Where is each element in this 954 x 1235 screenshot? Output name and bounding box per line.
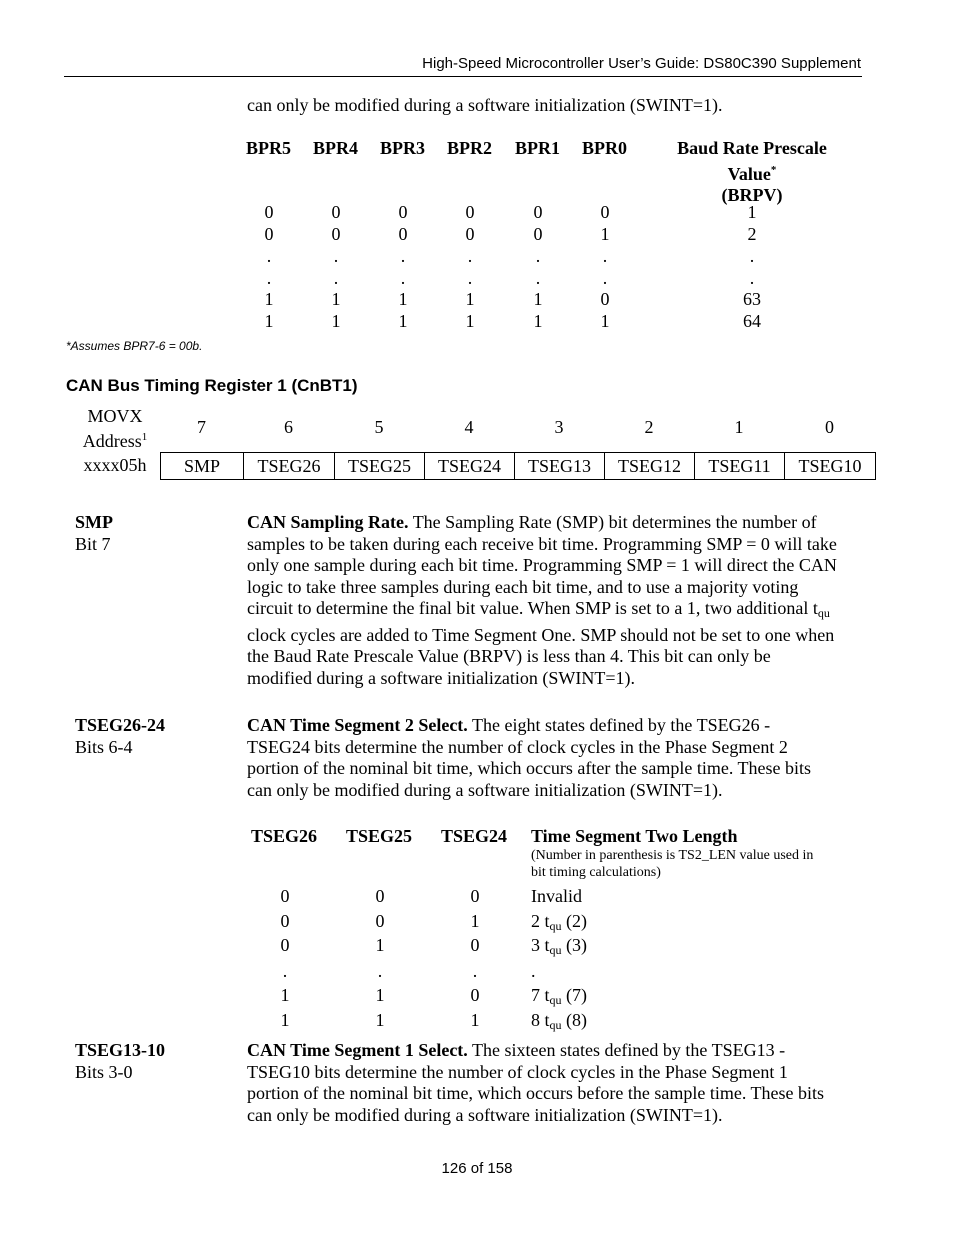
tseg1-field-bits: Bits 3-0 bbox=[75, 1062, 133, 1082]
smp-desc-line-4: circuit to determine the final bit value. When SMP is set to a 1, two additional $t_{qu}$ bbox=[247, 598, 830, 620]
brpv-cell: 1 bbox=[747, 202, 757, 222]
bpr-cell: 0 bbox=[533, 202, 543, 222]
tseg2-description bbox=[247, 715, 867, 801]
bpr-cell: . bbox=[467, 268, 473, 288]
bpr-cell: . bbox=[333, 246, 339, 266]
intro-line: can only be modified during a software initialization (SWINT=1). bbox=[247, 95, 723, 115]
bpr-cell: 1 bbox=[600, 311, 610, 331]
bpr-cell: 1 bbox=[264, 311, 274, 331]
brpv-cell: . bbox=[749, 268, 755, 288]
page-number: 126 of 158 bbox=[441, 1160, 513, 1177]
register-bit-number: 6 bbox=[284, 417, 293, 437]
smp-desc-line-1: samples to be taken during each receive bit time. Programming SMP = 0 will take bbox=[247, 533, 837, 554]
bpr-cell: . bbox=[467, 246, 473, 266]
tseg2-length-cell: Invalid bbox=[531, 886, 582, 906]
tseg2-bit-cell: 1 bbox=[375, 1010, 385, 1030]
bpr-cell: 1 bbox=[600, 224, 610, 244]
tseg2-length-cell: 8 $t_{qu}$ (8) bbox=[531, 1010, 588, 1032]
register-bit-name: TSEG12 bbox=[604, 452, 695, 480]
tseg2-header-tseg25: TSEG25 bbox=[346, 826, 413, 846]
bpr-header-bpr5: BPR5 bbox=[246, 138, 291, 158]
bpr-cell: 1 bbox=[398, 311, 408, 331]
tseg2-bit-cell: 0 bbox=[470, 985, 480, 1005]
bpr-cell: 1 bbox=[331, 289, 341, 309]
smp-desc-line-0: CAN Sampling Rate. The Sampling Rate (SMP) bit determines the number of bbox=[247, 512, 817, 532]
bpr-value-header-line1: Baud Rate Prescale bbox=[677, 138, 827, 158]
tseg2-value-note bbox=[531, 847, 813, 881]
bpr-cell: 0 bbox=[331, 224, 341, 244]
smp-desc-line-3: logic to take three samples during each bit time, and to use a majority voting bbox=[247, 576, 799, 597]
tseg2-desc-line-2: portion of the nominal bit time, which occurs after the sample time. These bits bbox=[247, 758, 812, 778]
tseg1-desc-line-3: can only be modified during a software initialization (SWINT=1). bbox=[247, 1104, 723, 1125]
smp-field-bits: Bit 7 bbox=[75, 534, 111, 554]
tseg2-field-name: TSEG26-24 bbox=[75, 715, 166, 735]
section-title: CAN Bus Timing Register 1 (CnBT1) bbox=[66, 376, 358, 395]
tseg2-field-bits: Bits 6-4 bbox=[75, 737, 133, 757]
register-bit-name: TSEG13 bbox=[514, 452, 605, 480]
bpr-cell: 1 bbox=[398, 289, 408, 309]
tseg2-bit-cell: 0 bbox=[280, 911, 290, 931]
bpr-header-bpr4: BPR4 bbox=[313, 138, 358, 158]
tseg2-length-cell: 3 $t_{qu}$ (3) bbox=[531, 935, 588, 957]
bpr-cell: 0 bbox=[465, 202, 475, 222]
bpr-cell: 0 bbox=[600, 289, 610, 309]
tseg2-bit-cell: 0 bbox=[280, 935, 290, 955]
tseg2-value-header: Time Segment Two Length bbox=[531, 826, 738, 846]
tseg2-bit-cell: 0 bbox=[470, 886, 480, 906]
register-bit-name: TSEG24 bbox=[424, 452, 515, 480]
table-footnote: *Assumes BPR7-6 = 00b. bbox=[66, 339, 203, 353]
header-divider bbox=[64, 76, 862, 77]
tseg2-bit-cell: 1 bbox=[470, 911, 480, 931]
tseg2-length-cell: 2 $t_{qu}$ (2) bbox=[531, 911, 588, 933]
tseg2-bit-cell: . bbox=[472, 961, 478, 981]
bpr-cell: . bbox=[266, 268, 272, 288]
bpr-cell: 0 bbox=[398, 224, 408, 244]
tseg2-bit-cell: . bbox=[282, 961, 288, 981]
register-bit-name: TSEG25 bbox=[334, 452, 425, 480]
bpr-cell: 0 bbox=[331, 202, 341, 222]
bpr-cell: . bbox=[535, 268, 541, 288]
bpr-value-header-line3: (BRPV) bbox=[721, 185, 783, 205]
tseg2-desc-line-3: can only be modified during a software initialization (SWINT=1). bbox=[247, 779, 723, 800]
tseg2-bit-cell: 0 bbox=[280, 886, 290, 906]
movx-label-line1: MOVX bbox=[87, 406, 143, 426]
brpv-cell: 64 bbox=[743, 311, 761, 331]
bpr-cell: 0 bbox=[465, 224, 475, 244]
tseg2-value-note-line2: bit timing calculations) bbox=[531, 865, 661, 880]
bpr-cell: 0 bbox=[600, 202, 610, 222]
tseg2-header-tseg26: TSEG26 bbox=[251, 826, 318, 846]
tseg2-desc-line-1: TSEG24 bits determine the number of clock cycles in the Phase Segment 2 bbox=[247, 736, 788, 757]
bpr-header-bpr1: BPR1 bbox=[515, 138, 560, 158]
bpr-cell: 1 bbox=[331, 311, 341, 331]
bpr-cell: 1 bbox=[533, 289, 543, 309]
bpr-cell: 0 bbox=[264, 202, 274, 222]
bpr-cell: 1 bbox=[264, 289, 274, 309]
bpr-cell: . bbox=[266, 246, 272, 266]
page-header-title: High-Speed Microcontroller User’s Guide: DS80C390 Supplement bbox=[422, 55, 861, 72]
bpr-header-bpr3: BPR3 bbox=[380, 138, 425, 158]
movx-address-label bbox=[70, 406, 160, 452]
smp-desc-line-6: the Baud Rate Prescale Value (BRPV) is less than 4. This bit can only be bbox=[247, 646, 771, 666]
bpr-cell: 0 bbox=[264, 224, 274, 244]
tseg2-length-cell: 7 $t_{qu}$ (7) bbox=[531, 985, 588, 1007]
register-bit-name: TSEG11 bbox=[694, 452, 785, 480]
tseg2-bit-cell: 1 bbox=[280, 1010, 290, 1030]
bpr-cell: 0 bbox=[398, 202, 408, 222]
brpv-cell: . bbox=[749, 246, 755, 266]
register-bit-number: 5 bbox=[374, 417, 384, 437]
bpr-cell: . bbox=[400, 268, 406, 288]
tseg2-bit-cell: 1 bbox=[470, 1010, 480, 1030]
register-bit-name: TSEG10 bbox=[784, 452, 876, 480]
bpr-cell: 0 bbox=[533, 224, 543, 244]
tseg1-desc-line-2: portion of the nominal bit time, which occurs before the sample time. These bits bbox=[247, 1083, 825, 1103]
smp-desc-line-5: clock cycles are added to Time Segment One. SMP should not be set to one when bbox=[247, 624, 835, 645]
register-bit-number: 2 bbox=[644, 417, 654, 437]
tseg1-field-name: TSEG13-10 bbox=[75, 1040, 166, 1060]
bpr-cell: . bbox=[602, 268, 608, 288]
smp-field-name: SMP bbox=[75, 512, 113, 532]
bpr-cell: . bbox=[400, 246, 406, 266]
tseg2-bit-cell: 0 bbox=[375, 911, 385, 931]
register-bit-name: SMP bbox=[160, 452, 244, 480]
register-bit-name: TSEG26 bbox=[243, 452, 335, 480]
register-bit-number: 3 bbox=[554, 417, 564, 437]
tseg2-value-note-line1: (Number in parenthesis is TS2_LEN value used in bbox=[531, 848, 814, 863]
bpr-cell: 1 bbox=[465, 311, 475, 331]
brpv-cell: 63 bbox=[743, 289, 761, 309]
tseg1-description bbox=[247, 1040, 867, 1126]
bpr-value-header bbox=[662, 138, 842, 207]
movx-label-line2: Address$^1$ bbox=[82, 431, 148, 451]
tseg2-bit-cell: 0 bbox=[470, 935, 480, 955]
tseg2-bit-cell: 1 bbox=[375, 935, 385, 955]
brpv-cell: 2 bbox=[747, 224, 757, 244]
bpr-cell: . bbox=[333, 268, 339, 288]
bpr-value-header-line2: Value* bbox=[727, 163, 777, 184]
tseg2-header-tseg24: TSEG24 bbox=[441, 826, 508, 846]
bpr-header-bpr2: BPR2 bbox=[447, 138, 492, 158]
tseg2-bit-cell: 1 bbox=[280, 985, 290, 1005]
bpr-cell: . bbox=[602, 246, 608, 266]
register-bit-number: 7 bbox=[197, 417, 206, 437]
bpr-cell: 1 bbox=[465, 289, 475, 309]
register-bit-number: 1 bbox=[734, 417, 744, 437]
tseg2-bit-cell: 0 bbox=[375, 886, 385, 906]
bpr-cell: 1 bbox=[533, 311, 543, 331]
tseg2-bit-cell: . bbox=[377, 961, 383, 981]
bpr-cell: . bbox=[535, 246, 541, 266]
tseg2-length-cell: . bbox=[531, 961, 536, 981]
smp-desc-line-7: modified during a software initialization (SWINT=1). bbox=[247, 667, 636, 688]
tseg2-bit-cell: 1 bbox=[375, 985, 385, 1005]
tseg2-desc-line-0: CAN Time Segment 2 Select. The eight states defined by the TSEG26 - bbox=[247, 715, 771, 735]
tseg1-desc-line-0: CAN Time Segment 1 Select. The sixteen states defined by the TSEG13 - bbox=[247, 1040, 786, 1060]
tseg1-desc-line-1: TSEG10 bits determine the number of clock cycles in the Phase Segment 1 bbox=[247, 1061, 788, 1082]
register-bit-number: 0 bbox=[825, 417, 834, 437]
smp-desc-line-2: only one sample during each bit time. Programming SMP = 1 will direct the CAN bbox=[247, 555, 837, 575]
bpr-header-bpr0: BPR0 bbox=[582, 138, 627, 158]
register-bit-number: 4 bbox=[464, 417, 474, 437]
smp-description bbox=[247, 512, 867, 689]
register-address: xxxx05h bbox=[83, 455, 147, 475]
